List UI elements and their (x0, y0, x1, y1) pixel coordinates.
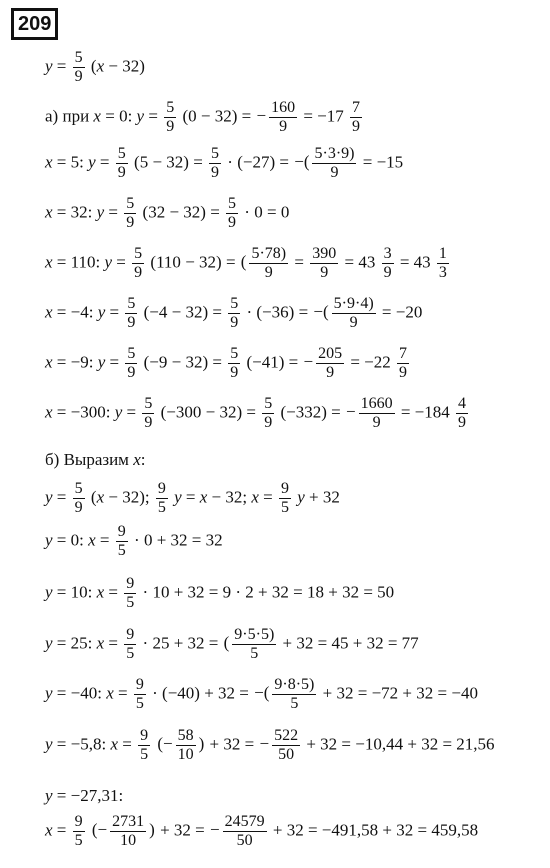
equation-line: x = −300: y = $\frac{5}{9}$ (−300 − 32) = $\frac{5}{9}$ (−332) = − $\frac{1660}{9}$ = −184 $\frac{4}{9}$ (45, 394, 467, 431)
equation-line: x = 32: y = $\frac{5}{9}$ (32 − 32) = $\frac{5}{9}$ · 0 = 0 (45, 194, 290, 231)
equation-line: б) Выразим x: (45, 450, 146, 469)
equation-line: y = $\frac{5}{9}$ (x − 32); $\frac{9}{5}$ y = x − 32; x = $\frac{9}{5}$ y + 32 (45, 479, 340, 516)
exercise-number-badge: 209 (11, 8, 58, 40)
equation-line: x = −9: y = $\frac{5}{9}$ (−9 − 32) = $\frac{5}{9}$ (−41) = − $\frac{205}{9}$ = −22 $\frac{7}{9}$ (45, 344, 408, 381)
equation-line: а) при x = 0: y = $\frac{5}{9}$ (0 − 32) = − $\frac{160}{9}$ = −17 $\frac{7}{9}$ (45, 98, 360, 135)
equation-line: x = −4: y = $\frac{5}{9}$ (−4 − 32) = $\frac{5}{9}$ · (−36) = −( $\frac{5\cdot 9\cdot 4)}{9}$ = −20 (45, 294, 423, 331)
equation-line: y = −40: x = $\frac{9}{5}$ · (−40) + 32 = −( $\frac{9\cdot 8\cdot 5)}{5}$ + 32 = −72 + 32 = −40 (45, 675, 478, 712)
equation-line: y = −27,31: (45, 786, 124, 805)
equation-line: y = $\frac{5}{9}$ (x − 32) (45, 48, 145, 85)
equation-line: y = 25: x = $\frac{9}{5}$ · 25 + 32 = ( $\frac{9\cdot 5\cdot 5)}{5}$ + 32 = 45 + 32 = 77 (45, 625, 419, 662)
equation-line: y = 10: x = $\frac{9}{5}$ · 10 + 32 = 9 · 2 + 32 = 18 + 32 = 50 (45, 574, 395, 611)
equation-line: y = 0: x = $\frac{9}{5}$ · 0 + 32 = 32 (45, 522, 223, 559)
equation-line: y = −5,8: x = $\frac{9}{5}$ (− $\frac{58}{10}$ ) + 32 = − $\frac{522}{50}$ + 32 = −10,44 + 32 = 21,56 (45, 726, 495, 763)
equation-line: x = 110: y = $\frac{5}{9}$ (110 − 32) = ( $\frac{5\cdot 78)}{9}$ = $\frac{390}{9}$ = 43 $\frac{3}{9}$ = 43 $\frac{1}{3}$ (45, 244, 447, 281)
equation-line: x = $\frac{9}{5}$ (− $\frac{2731}{10}$ ) + 32 = − $\frac{24579}{50}$ + 32 = −491,58 + 32 = 459,58 (45, 812, 479, 849)
equation-line: x = 5: y = $\frac{5}{9}$ (5 − 32) = $\frac{5}{9}$ · (−27) = −( $\frac{5\cdot 3\cdot 9)}{9}$ = −15 (45, 144, 404, 181)
